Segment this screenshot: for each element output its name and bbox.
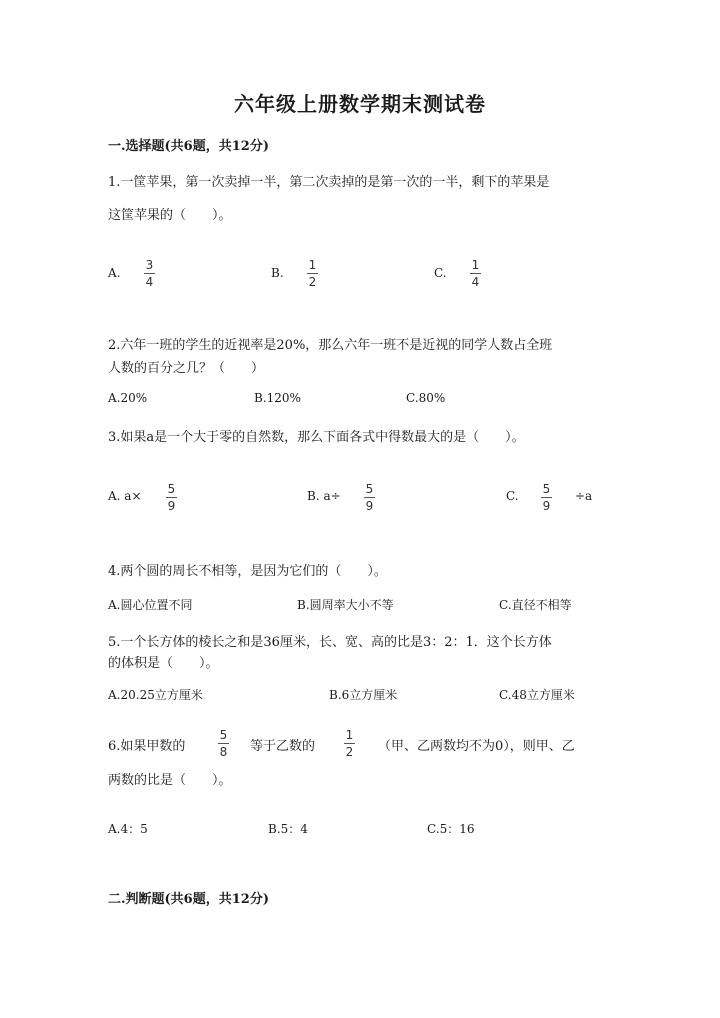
fraction-bar — [144, 273, 155, 274]
fraction — [470, 258, 481, 289]
option-a[interactable]: A.4：5 — [108, 822, 148, 836]
option-a[interactable]: A.圆心位置不同 — [108, 598, 193, 612]
question-text: 5.一个长方体的棱长之和是36厘米，长、宽、高的比是3：2：1．这个长方体 — [108, 635, 552, 650]
fraction — [541, 482, 552, 513]
question-text: 两数的比是（ ）。 — [108, 773, 232, 788]
denominator: 2 — [308, 275, 317, 289]
section-heading-choice: 一.选择题(共6题，共12分) — [108, 139, 269, 154]
question-text: 3.如果a是一个大于零的自然数，那么下面各式中得数最大的是（ ）。 — [108, 430, 525, 445]
option-c[interactable]: C. — [506, 489, 519, 503]
option-c[interactable]: C.直径不相等 — [499, 598, 572, 612]
page-title: 六年级上册数学期末测试卷 — [234, 92, 486, 116]
question-text: 这筐苹果的（ ）。 — [108, 208, 232, 223]
fraction-bar — [541, 497, 552, 498]
fraction-bar — [166, 497, 177, 498]
question-text: 2.六年一班的学生的近视率是20%，那么六年一班不是近视的同学人数占全班 — [108, 338, 553, 353]
denominator: 9 — [167, 499, 176, 513]
option-c[interactable]: C. — [434, 266, 447, 280]
option-c-suffix: ÷a — [575, 489, 593, 503]
fraction-bar — [364, 497, 375, 498]
option-b[interactable]: B. a÷ — [307, 489, 341, 503]
option-b[interactable]: B.圆周率大小不等 — [297, 598, 394, 612]
denominator: 9 — [365, 499, 374, 513]
fraction — [144, 258, 155, 289]
numerator: 5 — [167, 482, 176, 496]
option-c[interactable]: C.5：16 — [427, 822, 475, 836]
numerator: 1 — [471, 258, 480, 272]
option-a[interactable]: A. — [108, 266, 121, 280]
option-b[interactable]: B.6立方厘米 — [329, 688, 398, 702]
numerator: 5 — [365, 482, 374, 496]
fraction-bar — [218, 743, 229, 744]
fraction — [344, 728, 355, 759]
question-text: 1.一筐苹果，第一次卖掉一半，第二次卖掉的是第一次的一半，剩下的苹果是 — [108, 175, 550, 190]
question-text: （甲、乙两数均不为0），则甲、乙 — [378, 739, 575, 754]
numerator: 1 — [345, 728, 354, 742]
fraction-bar — [470, 273, 481, 274]
option-a[interactable]: A.20% — [108, 391, 148, 405]
option-b[interactable]: B.5：4 — [268, 822, 308, 836]
denominator: 4 — [145, 275, 154, 289]
numerator: 3 — [145, 258, 154, 272]
question-text: 4.两个圆的周长不相等，是因为它们的（ ）。 — [108, 564, 387, 579]
option-b[interactable]: B.120% — [254, 391, 301, 405]
question-text: 的体积是（ ）。 — [108, 656, 219, 671]
denominator: 2 — [345, 745, 354, 759]
option-c[interactable]: C.48立方厘米 — [499, 688, 575, 702]
fraction-bar — [307, 273, 318, 274]
option-a[interactable]: A.20.25立方厘米 — [108, 688, 203, 702]
option-a[interactable]: A. a× — [108, 489, 142, 503]
denominator: 9 — [542, 499, 551, 513]
fraction-bar — [344, 743, 355, 744]
fraction — [166, 482, 177, 513]
option-c[interactable]: C.80% — [406, 391, 446, 405]
question-text: 6.如果甲数的 — [108, 739, 186, 754]
denominator: 8 — [219, 745, 228, 759]
fraction — [364, 482, 375, 513]
denominator: 4 — [471, 275, 480, 289]
fraction — [218, 728, 229, 759]
numerator: 5 — [219, 728, 228, 742]
question-text: 等于乙数的 — [250, 739, 316, 754]
fraction — [307, 258, 318, 289]
numerator: 1 — [308, 258, 317, 272]
option-b[interactable]: B. — [271, 266, 284, 280]
question-text: 人数的百分之几？（ ） — [108, 361, 265, 376]
section-heading-judgment: 二.判断题(共6题，共12分) — [108, 892, 269, 907]
numerator: 5 — [542, 482, 551, 496]
